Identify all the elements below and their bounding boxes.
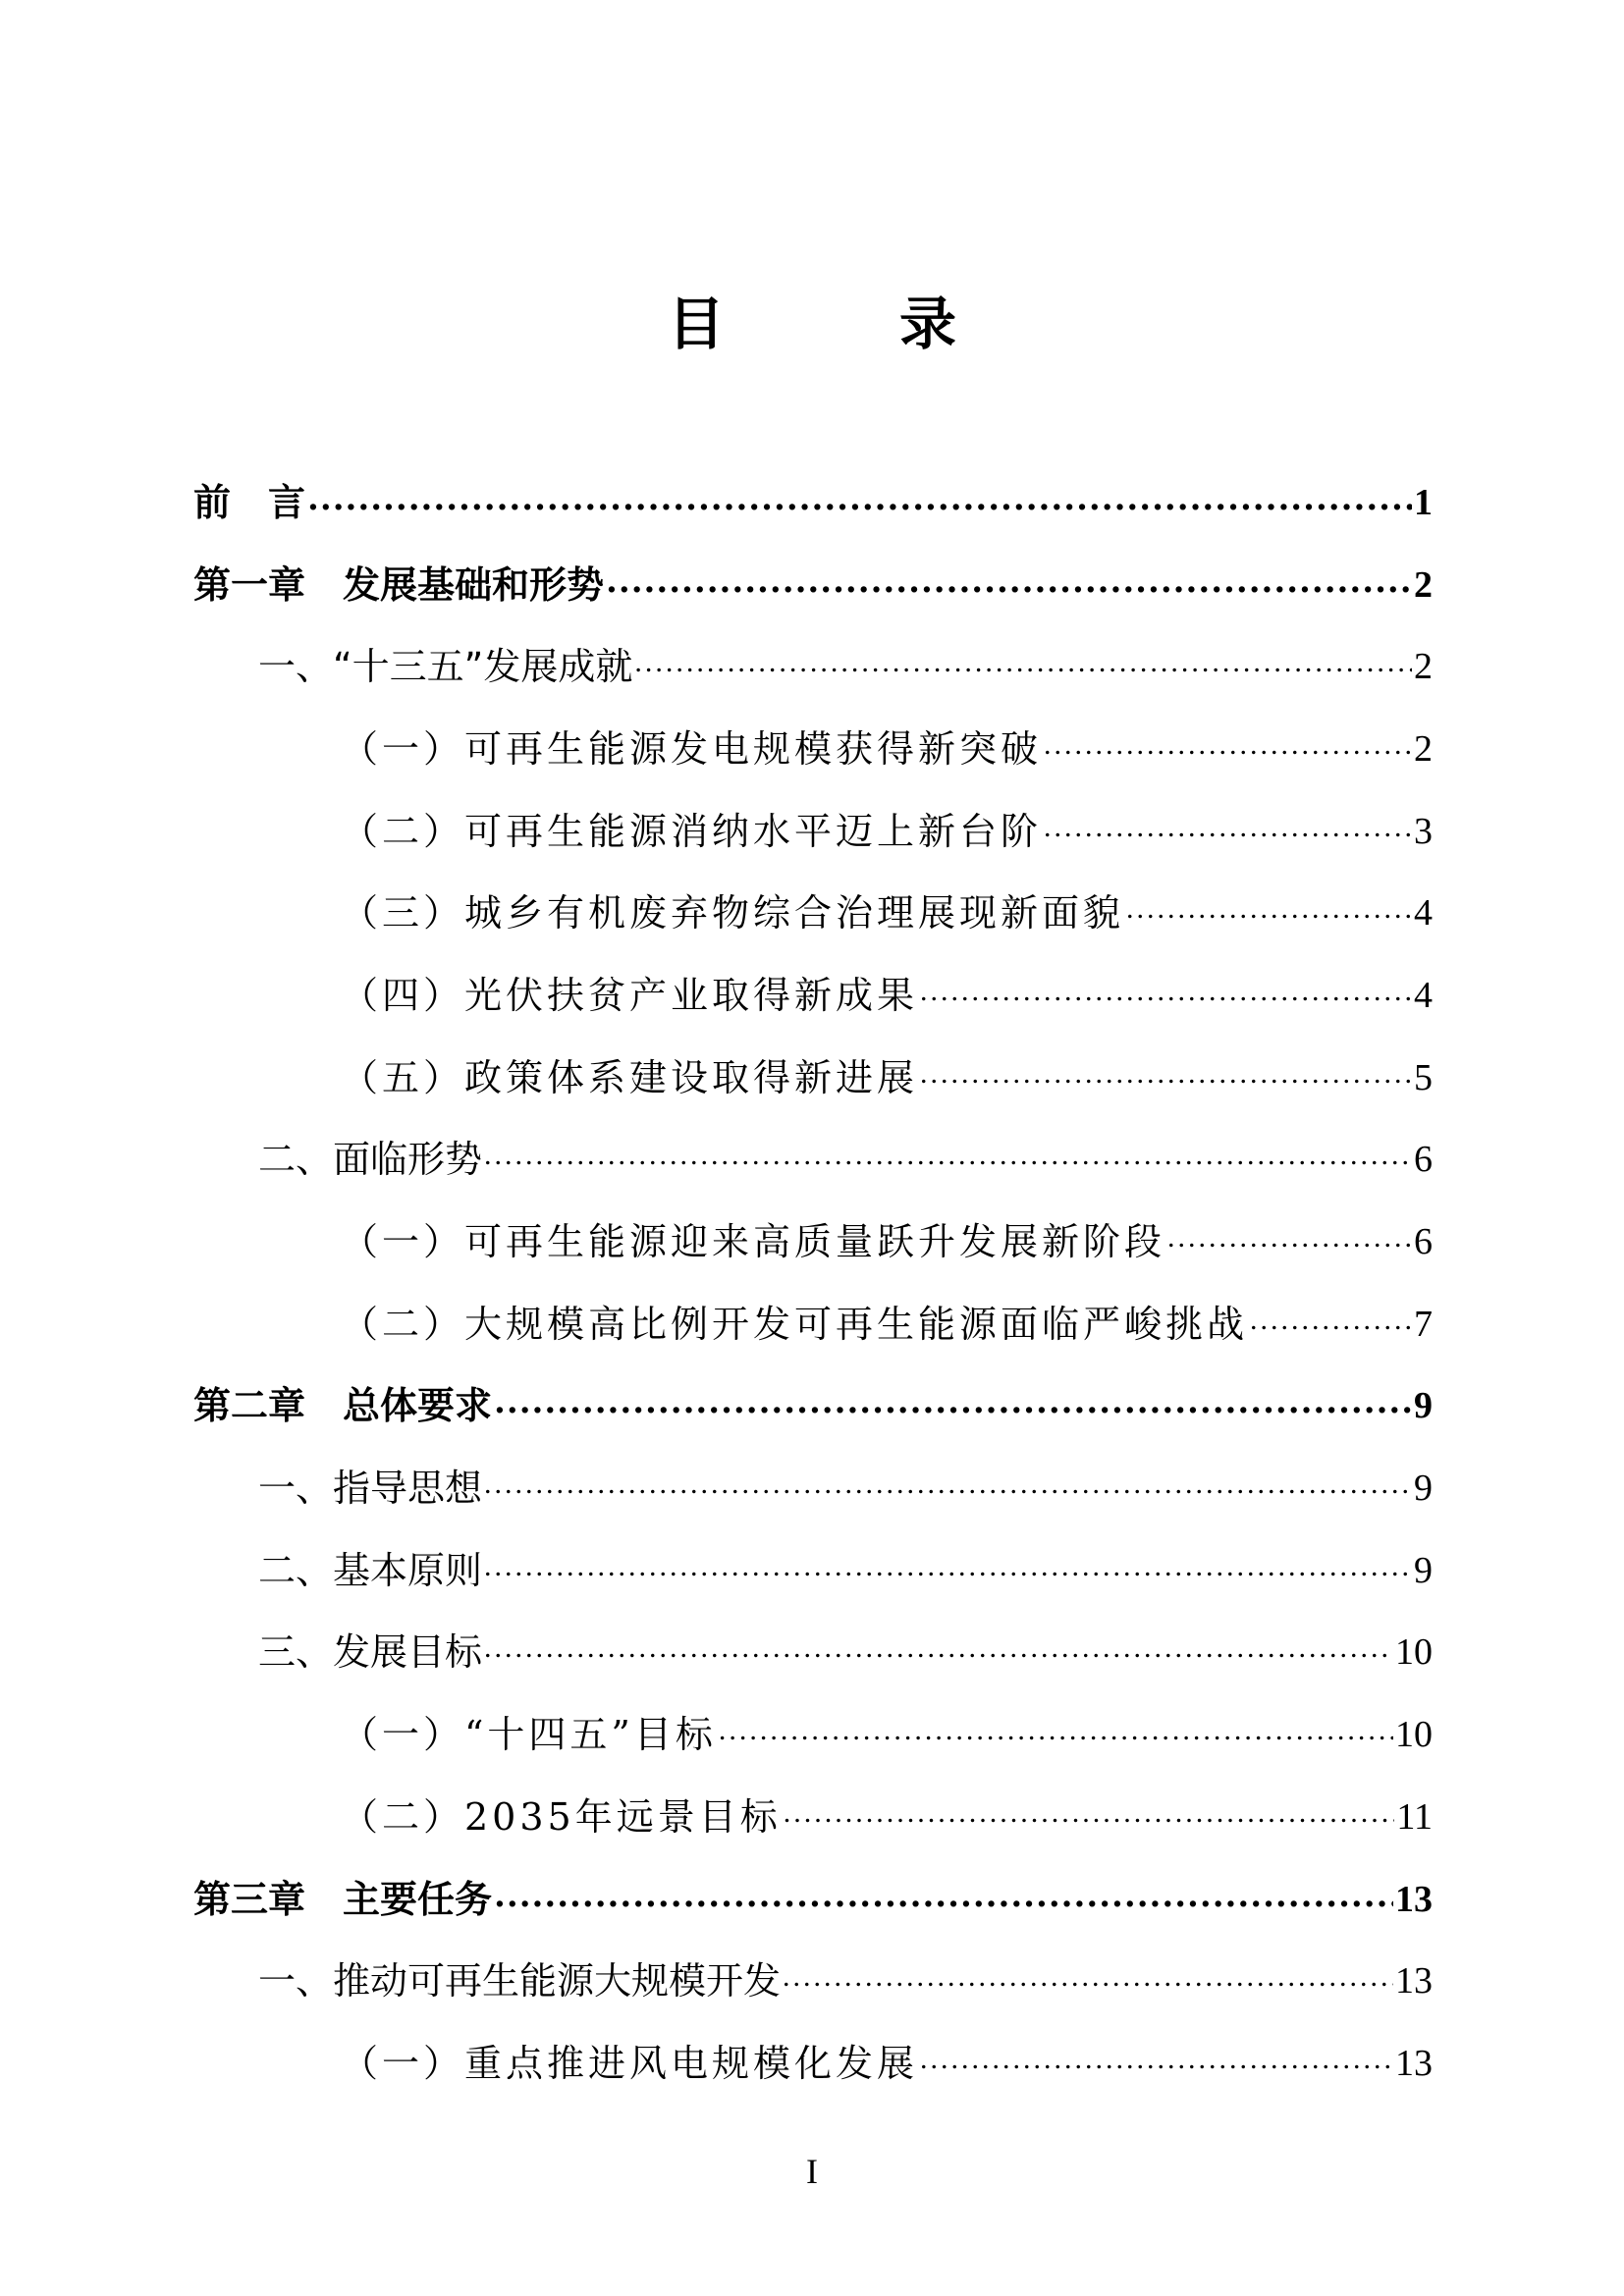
- toc-entry-page: 1: [1414, 481, 1433, 523]
- toc-entry-label: （三）城乡有机废弃物综合治理展现新面貌: [341, 891, 1125, 935]
- toc-entry-page: 5: [1414, 1056, 1433, 1098]
- toc-entry[interactable]: [193, 1612, 1433, 1694]
- toc-entry[interactable]: [193, 1858, 1433, 1941]
- dot-leader: [484, 1135, 1412, 1184]
- toc-entry-label: 第一章 发展基础和形势: [193, 561, 605, 607]
- toc-entry-label: （一）可再生能源发电规模获得新突破: [341, 726, 1043, 771]
- toc-entry-page: 13: [1395, 1960, 1433, 2002]
- toc-entry-label: （四）光伏扶贫产业取得新成果: [341, 973, 919, 1017]
- dot-leader: [1250, 1300, 1412, 1349]
- toc-entry[interactable]: [193, 1693, 1433, 1776]
- toc-entry-page: 7: [1414, 1303, 1433, 1345]
- toc-entry-label: 二、基本原则: [258, 1548, 483, 1592]
- toc-entry-label: （二）可再生能源消纳水平迈上新台阶: [341, 809, 1043, 853]
- dot-leader: [1044, 807, 1412, 856]
- dot-leader: [484, 1464, 1412, 1513]
- toc-entry-label: 一、指导思想: [258, 1467, 483, 1511]
- toc-entry[interactable]: [193, 1776, 1433, 1858]
- toc-entry-label: 一、“十三五”发展成就: [258, 645, 633, 689]
- dot-leader: [920, 1053, 1412, 1102]
- dot-leader: [484, 1628, 1393, 1677]
- toc-entry[interactable]: [193, 544, 1433, 626]
- dot-leader: [719, 1710, 1393, 1759]
- toc-entry-page: 6: [1414, 1139, 1433, 1181]
- toc-entry-page: 6: [1414, 1221, 1433, 1263]
- dot-leader: [920, 971, 1412, 1020]
- dot-leader: [784, 1792, 1395, 1842]
- toc-entry-page: 11: [1396, 1795, 1433, 1838]
- toc-entry[interactable]: [193, 954, 1433, 1037]
- toc-entry[interactable]: [193, 708, 1433, 790]
- toc-entry[interactable]: [193, 1119, 1433, 1201]
- toc-entry-label: 三、发展目标: [258, 1630, 483, 1675]
- dot-leader: [783, 1956, 1393, 2005]
- toc-entry[interactable]: [193, 1529, 1433, 1612]
- dot-leader: [634, 642, 1412, 691]
- toc-entry[interactable]: [193, 790, 1433, 873]
- toc-entry-page: 2: [1414, 727, 1433, 770]
- toc-entry-page: 10: [1395, 1714, 1433, 1756]
- toc-entry[interactable]: [193, 872, 1433, 954]
- dot-leader: [494, 1875, 1393, 1924]
- toc-entry-label: 二、面临形势: [258, 1138, 483, 1182]
- toc-entry[interactable]: [193, 1940, 1433, 2022]
- toc-entry-label: （一）可再生能源迎来高质量跃升发展新阶段: [341, 1220, 1166, 1264]
- toc-entry-label: 第二章 总体要求: [193, 1383, 493, 1428]
- dot-leader: [494, 1381, 1412, 1430]
- toc-entry[interactable]: [193, 1037, 1433, 1119]
- toc-entry-page: 3: [1414, 810, 1433, 852]
- dot-leader: [307, 478, 1412, 527]
- toc-entry-page: 9: [1414, 1549, 1433, 1591]
- table-of-contents: [193, 461, 1433, 2105]
- toc-entry-page: 10: [1395, 1631, 1433, 1674]
- toc-entry[interactable]: [193, 1447, 1433, 1529]
- dot-leader: [920, 2039, 1393, 2088]
- toc-entry[interactable]: [193, 1201, 1433, 1283]
- toc-entry[interactable]: [193, 1365, 1433, 1448]
- toc-entry-page: 13: [1395, 2042, 1433, 2084]
- toc-entry-page: 2: [1414, 563, 1433, 606]
- footer-page-number: I: [806, 2152, 818, 2191]
- dot-leader: [606, 561, 1412, 610]
- toc-entry-label: 前 言: [193, 479, 306, 524]
- dot-leader: [1126, 888, 1412, 937]
- dot-leader: [1044, 724, 1412, 774]
- toc-entry[interactable]: [193, 625, 1433, 708]
- toc-entry-page: 13: [1395, 1878, 1433, 1920]
- dot-leader: [1167, 1217, 1412, 1266]
- toc-entry-label: （二）2035年远景目标: [341, 1794, 782, 1839]
- toc-entry-page: 9: [1414, 1385, 1433, 1427]
- dot-leader: [484, 1546, 1412, 1595]
- toc-entry-label: 第三章 主要任务: [193, 1876, 493, 1921]
- toc-entry-label: （一）“十四五”目标: [341, 1713, 717, 1757]
- toc-entry-page: 4: [1414, 892, 1433, 934]
- toc-entry-page: 9: [1414, 1468, 1433, 1510]
- page-title: 目 录: [667, 291, 1015, 357]
- toc-entry[interactable]: [193, 1283, 1433, 1365]
- toc-entry-page: 4: [1414, 974, 1433, 1016]
- toc-entry[interactable]: [193, 461, 1433, 544]
- toc-entry-label: （二）大规模高比例开发可再生能源面临严峻挑战: [341, 1302, 1249, 1346]
- toc-entry-label: 一、推动可再生能源大规模开发: [258, 1959, 782, 2003]
- toc-entry-label: （一）重点推进风电规模化发展: [341, 2041, 919, 2085]
- toc-entry-page: 2: [1414, 646, 1433, 688]
- toc-entry[interactable]: [193, 2022, 1433, 2105]
- toc-entry-label: （五）政策体系建设取得新进展: [341, 1055, 919, 1099]
